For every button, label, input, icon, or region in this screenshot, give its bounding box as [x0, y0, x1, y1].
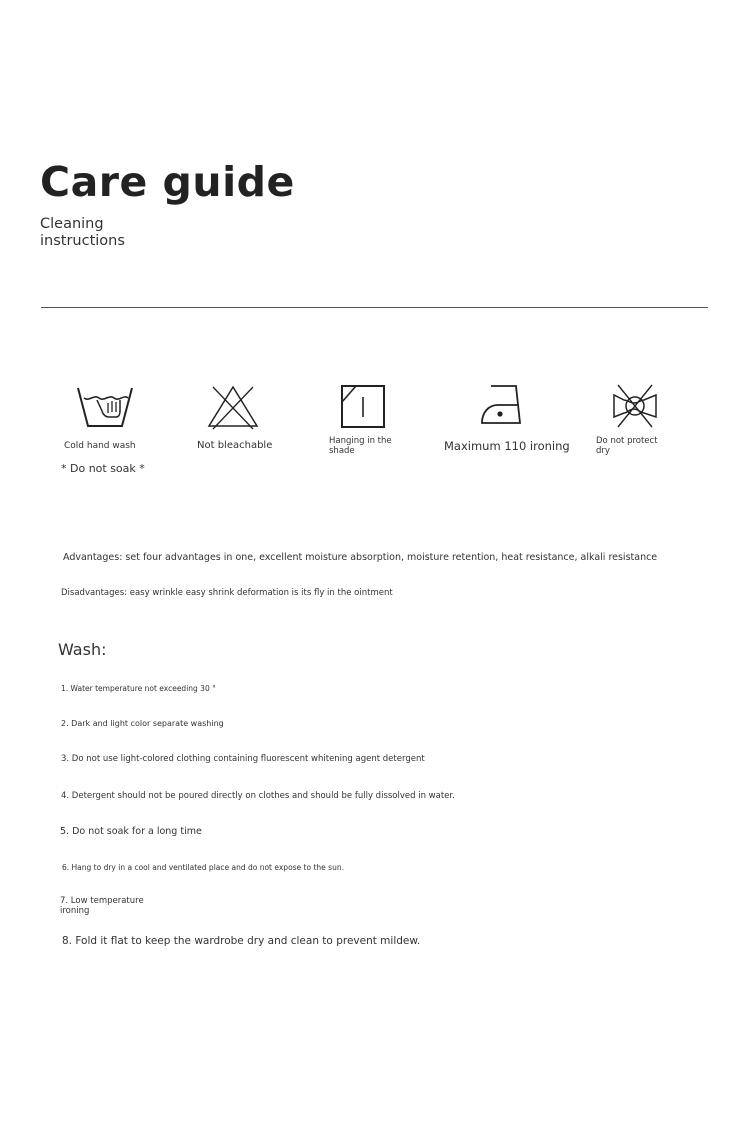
- page-title: Care guide: [40, 158, 295, 206]
- disadvantages-text: Disadvantages: easy wrinkle easy shrink deformation is its fly in the ointment: [61, 588, 393, 598]
- page-subtitle: Cleaning instructions: [40, 216, 125, 249]
- care-label: Hanging in the shade: [329, 436, 392, 456]
- hand-wash-icon: [76, 384, 134, 430]
- no-bleach-icon: [206, 384, 260, 430]
- wash-step: 3. Do not use light-colored clothing containing fluorescent whitening agent detergent: [61, 754, 425, 764]
- iron-icon: [478, 383, 524, 425]
- wash-step: 6. Hang to dry in a cool and ventilated place and do not expose to the sun.: [62, 863, 344, 872]
- divider: [41, 307, 708, 308]
- care-label: Not bleachable: [197, 440, 273, 451]
- wash-step: 1. Water temperature not exceeding 30 °: [61, 684, 216, 693]
- care-note: * Do not soak *: [61, 462, 145, 475]
- care-label: Cold hand wash: [64, 441, 136, 451]
- wash-heading: Wash:: [58, 640, 107, 659]
- wash-step: 7. Low temperature ironing: [60, 896, 144, 916]
- wash-step: 8. Fold it flat to keep the wardrobe dry and clean to prevent mildew.: [62, 935, 421, 947]
- no-dry-clean-icon: [612, 383, 658, 429]
- wash-step: 2. Dark and light color separate washing: [61, 719, 224, 728]
- care-label: Do not protect dry: [596, 436, 658, 456]
- wash-step: 5. Do not soak for a long time: [60, 826, 202, 837]
- advantages-text: Advantages: set four advantages in one, excellent moisture absorption, moisture retention, heat resistance, alkali resistance: [63, 552, 658, 563]
- shade-dry-icon: [341, 385, 385, 429]
- wash-step: 4. Detergent should not be poured directly on clothes and should be fully dissolved in water.: [61, 791, 455, 801]
- care-label: Maximum 110 ironing: [444, 439, 570, 453]
